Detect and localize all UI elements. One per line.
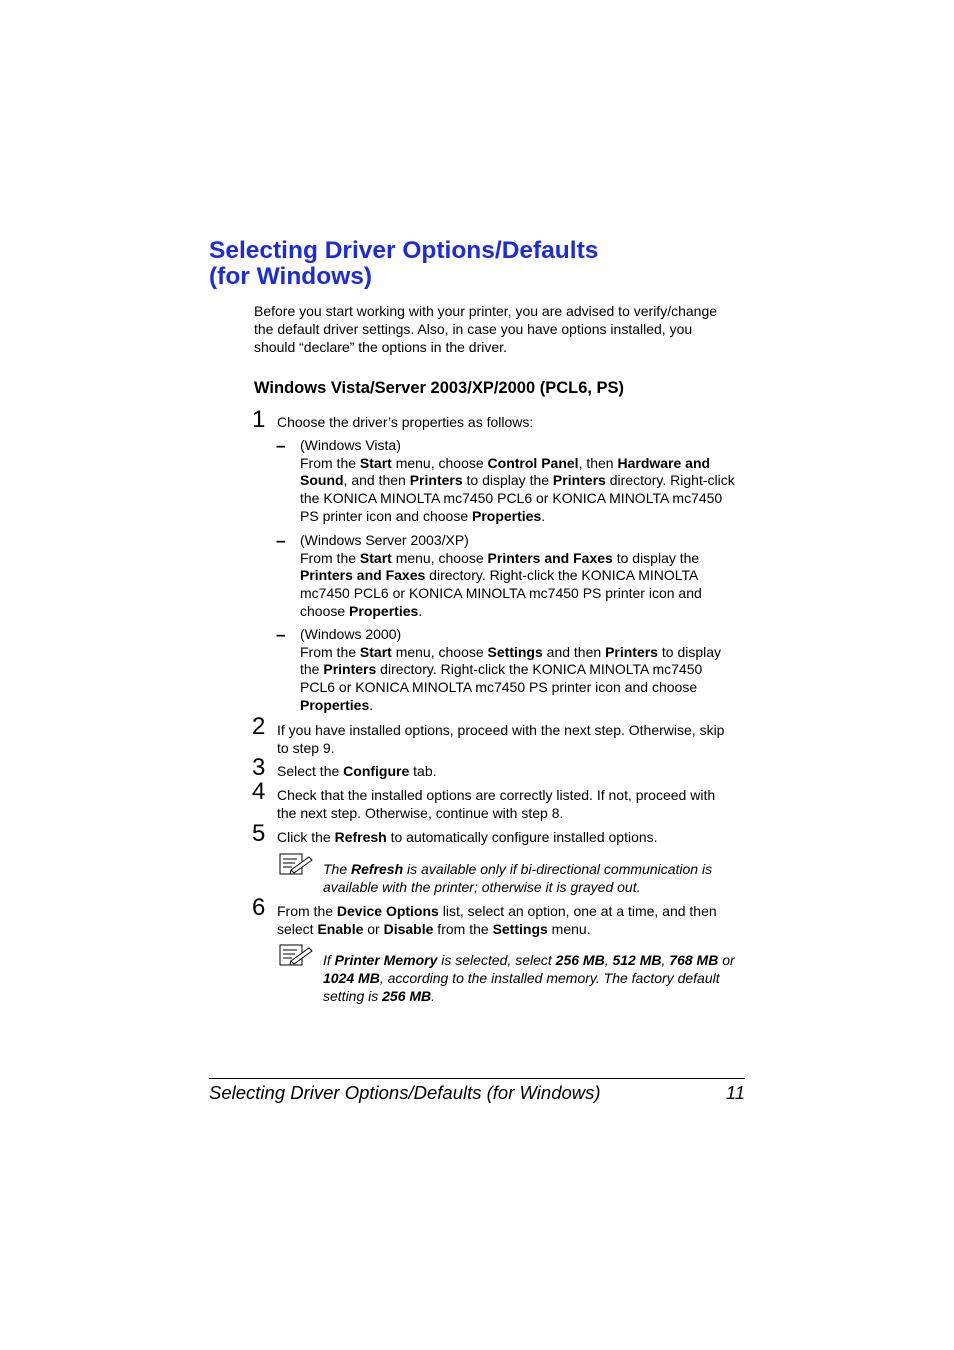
note-refresh: The Refresh is available only if bi-directional communication is available with the printer; otherwise it is grayed out.: [323, 861, 713, 895]
title-line-1: Selecting Driver Options/Defaults: [209, 237, 599, 264]
step-2-text: If you have installed options, proceed with the next step. Otherwise, skip to step 9.: [277, 722, 725, 756]
step-number-3: 3: [252, 754, 266, 781]
footer-title: Selecting Driver Options/Defaults (for Windows): [209, 1082, 601, 1103]
step-5-text: Click the Refresh to automatically configure installed options.: [277, 829, 658, 845]
section-subheading: Windows Vista/Server 2003/XP/2000 (PCL6, PS): [254, 379, 625, 397]
intro-line: should “declare” the options in the driver.: [254, 339, 507, 355]
title-line-2: (for Windows): [209, 263, 373, 290]
note-printer-memory: If Printer Memory is selected, select 256 MB, 512 MB, 768 MB or 1024 MB, according to the installed memory. The factory default setting is 256 MB.: [323, 952, 735, 1004]
note-pencil-icon: [279, 944, 313, 966]
step-number-6: 6: [252, 894, 266, 921]
step-number-1: 1: [252, 406, 266, 433]
step-1-text: Choose the driver’s properties as follows:: [277, 414, 534, 430]
intro-paragraph: [254, 302, 754, 356]
bullet-dash: –: [276, 625, 286, 644]
page-title: [209, 238, 769, 290]
bullet-dash: –: [276, 531, 286, 550]
footer-rule: [209, 1078, 745, 1079]
intro-line: the default driver settings. Also, in case you have options installed, you: [254, 321, 693, 337]
step-number-4: 4: [252, 778, 266, 805]
step-number-5: 5: [252, 820, 266, 847]
page-number: 11: [725, 1082, 745, 1103]
step-4-text: Check that the installed options are correctly listed. If not, proceed with the next step. Otherwise, continue with step 8.: [277, 787, 716, 821]
substep-windows-vista: (Windows Vista) From the Start menu, choose Control Panel, then Hardware and Sound, and then Printers to display the Printers directory. Right-click the KONICA MINOLTA mc7450 PCL6 or KONICA MINOLTA mc7450 PS printer icon and choose Properties.: [300, 437, 735, 524]
step-6-text: From the Device Options list, select an option, one at a time, and then select Enable or Disable from the Settings menu.: [277, 903, 717, 937]
bullet-dash: –: [276, 436, 286, 455]
intro-line: Before you start working with your printer, you are advised to verify/change: [254, 303, 718, 319]
substep-windows-2000: (Windows 2000) From the Start menu, choose Settings and then Printers to display the Printers directory. Right-click the KONICA MINOLTA mc7450 PCL6 or KONICA MINOLTA mc7450 PS printer icon and choose Properties.: [300, 626, 722, 713]
substep-windows-server-xp: (Windows Server 2003/XP) From the Start menu, choose Printers and Faxes to display the Printers and Faxes directory. Right-click the KONICA MINOLTA mc7450 PCL6 or KONICA MINOLTA mc7450 PS printer icon and choose Properties.: [300, 532, 702, 619]
step-number-2: 2: [252, 713, 266, 740]
step-3-text: Select the Configure tab.: [277, 763, 437, 779]
note-pencil-icon: [279, 853, 313, 875]
